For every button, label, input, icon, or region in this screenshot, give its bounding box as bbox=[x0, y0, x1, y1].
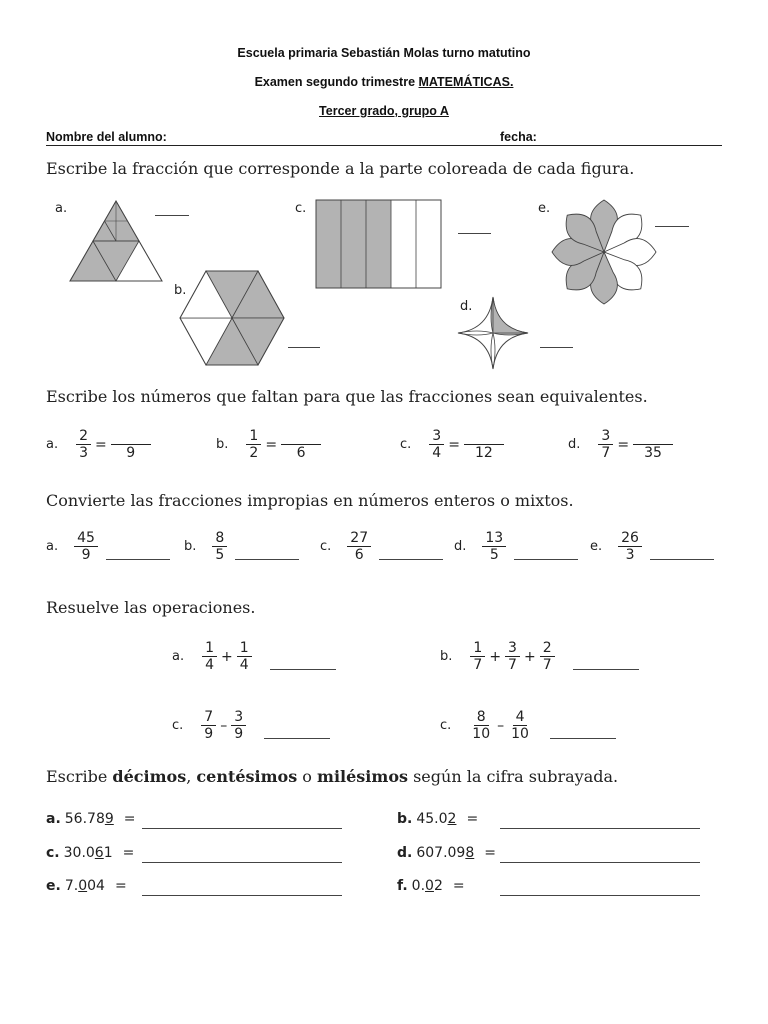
equiv-item-a bbox=[46, 428, 151, 461]
keyword-centesimos: centésimos bbox=[196, 767, 298, 786]
decimal-answer-blank-a[interactable] bbox=[142, 828, 342, 829]
underlined-digit: 9 bbox=[104, 811, 114, 827]
decimal-item-label: b. bbox=[397, 811, 413, 827]
fraction bbox=[598, 428, 613, 461]
equals-sign: = bbox=[95, 436, 107, 453]
denominator: 5 bbox=[215, 547, 225, 563]
operation-item-a bbox=[172, 640, 336, 673]
numerator: 3 bbox=[231, 709, 246, 726]
decimal-item-label: d. bbox=[397, 845, 413, 861]
operation-item-d bbox=[440, 709, 616, 742]
equals-sign: = bbox=[123, 811, 136, 827]
figure-e-label: e. bbox=[538, 201, 551, 216]
numerator: 27 bbox=[347, 530, 371, 547]
equiv-item-label: c. bbox=[400, 437, 412, 452]
fraction bbox=[540, 640, 555, 673]
decimal-number: 0.02 bbox=[411, 878, 443, 894]
decimal-item-b bbox=[397, 811, 478, 827]
denominator: 3 bbox=[79, 445, 89, 461]
numerator: 3 bbox=[598, 428, 613, 445]
missing-numerator[interactable] bbox=[633, 428, 673, 445]
section5-instruction bbox=[46, 767, 618, 786]
figure-a-label: a. bbox=[55, 201, 68, 216]
instruction-text: Escribe bbox=[46, 767, 113, 786]
decimal-item-label: c. bbox=[46, 845, 60, 861]
operator: – bbox=[220, 717, 228, 734]
decimal-answer-blank-d[interactable] bbox=[500, 862, 700, 863]
numerator: 3 bbox=[505, 640, 520, 657]
denominator: 12 bbox=[475, 445, 493, 461]
numerator: 2 bbox=[540, 640, 555, 657]
figure-c-label: c. bbox=[295, 201, 307, 216]
fraction bbox=[469, 709, 493, 742]
numerator: 1 bbox=[237, 640, 252, 657]
improper-item-label: a. bbox=[46, 539, 59, 554]
student-name-label: Nombre del alumno: bbox=[46, 130, 167, 144]
figure-b-label: b. bbox=[174, 283, 187, 298]
answer-blank[interactable] bbox=[550, 738, 616, 739]
decimal-number: 45.02 bbox=[416, 811, 457, 827]
improper-item-d bbox=[454, 530, 578, 563]
denominator: 4 bbox=[432, 445, 442, 461]
denominator: 7 bbox=[508, 657, 517, 673]
figure-b-hexagon bbox=[180, 270, 284, 366]
equals-sign: = bbox=[114, 878, 127, 894]
fraction bbox=[470, 640, 485, 673]
denominator: 10 bbox=[472, 726, 491, 742]
instruction-text: o bbox=[297, 767, 318, 786]
decimal-item-a bbox=[46, 811, 136, 827]
fraction bbox=[246, 428, 261, 461]
improper-item-a bbox=[46, 530, 170, 563]
numerator: 3 bbox=[429, 428, 444, 445]
figure-c-rectangle bbox=[316, 200, 441, 288]
decimal-item-e bbox=[46, 878, 127, 894]
denominator: 9 bbox=[126, 445, 136, 461]
operation-item-b bbox=[440, 640, 639, 673]
instruction-text: según la cifra subrayada. bbox=[408, 767, 619, 786]
equiv-item-d bbox=[568, 428, 673, 461]
numerator: 13 bbox=[482, 530, 506, 547]
section2-instruction: Escribe los números que faltan para que las fracciones sean equivalentes. bbox=[46, 387, 648, 406]
section1-instruction: Escribe la fracción que corresponde a la parte coloreada de cada figura. bbox=[46, 159, 635, 178]
numerator: 8 bbox=[212, 530, 227, 547]
operation-item-label: c. bbox=[440, 718, 452, 733]
decimal-answer-blank-b[interactable] bbox=[500, 828, 700, 829]
numerator: 26 bbox=[618, 530, 642, 547]
answer-blank[interactable] bbox=[650, 559, 714, 560]
numerator: 8 bbox=[474, 709, 489, 726]
denominator: 4 bbox=[239, 657, 249, 673]
decimal-number: 30.061 bbox=[63, 845, 113, 861]
operation-item-c bbox=[172, 709, 330, 742]
fraction-blank[interactable] bbox=[281, 428, 321, 461]
figure-a-answer-blank[interactable] bbox=[155, 215, 189, 216]
denominator: 9 bbox=[81, 547, 91, 563]
denominator: 7 bbox=[542, 657, 552, 673]
improper-item-c bbox=[320, 530, 443, 563]
underlined-digit: 2 bbox=[447, 811, 457, 827]
figure-b-answer-blank[interactable] bbox=[288, 347, 320, 348]
figure-e-answer-blank[interactable] bbox=[655, 226, 689, 227]
improper-item-label: e. bbox=[590, 539, 603, 554]
denominator: 10 bbox=[511, 726, 529, 742]
school-name: Escuela primaria Sebastián Molas turno matutino bbox=[237, 46, 531, 60]
denominator: 9 bbox=[234, 726, 244, 742]
answer-blank[interactable] bbox=[270, 669, 336, 670]
fraction-blank[interactable] bbox=[464, 428, 504, 461]
operator: – bbox=[497, 717, 505, 734]
missing-numerator[interactable] bbox=[281, 428, 321, 445]
numerator: 1 bbox=[246, 428, 261, 445]
operation-item-label: a. bbox=[172, 649, 185, 664]
fraction bbox=[482, 530, 506, 563]
fraction bbox=[212, 530, 227, 563]
fraction bbox=[237, 640, 252, 673]
operator: + bbox=[489, 648, 502, 665]
denominator: 3 bbox=[625, 547, 635, 563]
numerator: 1 bbox=[202, 640, 217, 657]
fraction bbox=[201, 709, 216, 742]
keyword-decimos: décimos bbox=[112, 767, 187, 786]
decimal-answer-blank-c[interactable] bbox=[142, 862, 342, 863]
exam-title bbox=[0, 75, 768, 89]
date-label: fecha: bbox=[500, 130, 537, 144]
missing-numerator[interactable] bbox=[111, 428, 151, 445]
improper-item-label: b. bbox=[184, 539, 197, 554]
underlined-digit: 0 bbox=[425, 878, 434, 894]
denominator: 35 bbox=[644, 445, 662, 461]
instruction-text: , bbox=[186, 767, 197, 786]
fraction bbox=[505, 640, 520, 673]
name-date-line[interactable] bbox=[46, 145, 722, 146]
fraction-blank[interactable] bbox=[111, 428, 151, 461]
figure-d-answer-blank[interactable] bbox=[540, 347, 573, 348]
equals-sign: = bbox=[484, 845, 496, 861]
figure-c-answer-blank[interactable] bbox=[458, 233, 491, 234]
decimal-item-f bbox=[397, 878, 465, 894]
answer-blank[interactable] bbox=[264, 738, 330, 739]
operation-item-label: c. bbox=[172, 718, 184, 733]
equiv-item-b bbox=[216, 428, 321, 461]
equals-sign: = bbox=[466, 811, 479, 827]
figure-a-triangle bbox=[70, 200, 162, 282]
numerator: 45 bbox=[74, 530, 98, 547]
decimal-answer-blank-e[interactable] bbox=[142, 895, 342, 896]
answer-blank[interactable] bbox=[514, 559, 578, 560]
equiv-item-c bbox=[400, 428, 504, 461]
improper-item-b bbox=[184, 530, 299, 563]
underlined-digit: 6 bbox=[94, 845, 104, 861]
missing-numerator[interactable] bbox=[464, 428, 504, 445]
equals-sign: = bbox=[452, 878, 465, 894]
denominator: 4 bbox=[205, 657, 215, 673]
decimal-number: 7.004 bbox=[64, 878, 105, 894]
grade-group bbox=[0, 104, 768, 118]
decimal-answer-blank-f[interactable] bbox=[500, 895, 700, 896]
numerator: 2 bbox=[76, 428, 91, 445]
decimal-item-label: f. bbox=[397, 878, 408, 894]
answer-blank[interactable] bbox=[106, 559, 170, 560]
equals-sign: = bbox=[122, 845, 135, 861]
exam-title-prefix: Examen segundo trimestre bbox=[254, 75, 419, 89]
denominator: 6 bbox=[354, 547, 364, 563]
fraction bbox=[74, 530, 98, 563]
denominator: 5 bbox=[489, 547, 499, 563]
equiv-item-label: a. bbox=[46, 437, 59, 452]
answer-blank[interactable] bbox=[235, 559, 299, 560]
fraction bbox=[231, 709, 246, 742]
keyword-milesimos: milésimos bbox=[317, 767, 408, 786]
numerator: 7 bbox=[201, 709, 216, 726]
denominator: 7 bbox=[473, 657, 483, 673]
decimal-item-label: e. bbox=[46, 878, 61, 894]
section4-instruction: Resuelve las operaciones. bbox=[46, 598, 256, 617]
fraction bbox=[508, 709, 532, 742]
improper-item-label: d. bbox=[454, 539, 467, 554]
answer-blank[interactable] bbox=[379, 559, 443, 560]
numerator: 4 bbox=[513, 709, 528, 726]
exam-subject: MATEMÁTICAS. bbox=[418, 75, 514, 89]
fraction bbox=[202, 640, 217, 673]
numerator: 1 bbox=[470, 640, 485, 657]
improper-item-e bbox=[590, 530, 714, 563]
decimal-number: 56.789 bbox=[64, 811, 114, 827]
figure-e-flower bbox=[550, 198, 658, 306]
equals-sign: = bbox=[617, 436, 630, 453]
equiv-item-label: d. bbox=[568, 437, 581, 452]
equals-sign: = bbox=[448, 436, 460, 453]
decimal-number: 607.098 bbox=[416, 845, 475, 861]
figure-d-label: d. bbox=[460, 299, 473, 314]
operation-item-label: b. bbox=[440, 649, 453, 664]
answer-blank[interactable] bbox=[573, 669, 639, 670]
operator: + bbox=[523, 648, 536, 665]
fraction bbox=[618, 530, 642, 563]
denominator: 6 bbox=[296, 445, 306, 461]
fraction bbox=[347, 530, 371, 563]
fraction bbox=[76, 428, 91, 461]
section3-instruction: Convierte las fracciones impropias en números enteros o mixtos. bbox=[46, 491, 574, 510]
figure-d-star bbox=[458, 296, 528, 370]
fraction bbox=[429, 428, 444, 461]
equiv-item-label: b. bbox=[216, 437, 229, 452]
decimal-item-c bbox=[46, 845, 134, 861]
fraction-blank[interactable] bbox=[633, 428, 673, 461]
operator: + bbox=[221, 648, 233, 665]
underlined-digit: 8 bbox=[465, 845, 475, 861]
denominator: 9 bbox=[204, 726, 214, 742]
improper-item-label: c. bbox=[320, 539, 332, 554]
denominator: 7 bbox=[601, 445, 611, 461]
denominator: 2 bbox=[249, 445, 259, 461]
decimal-item-d bbox=[397, 845, 496, 861]
underlined-digit: 0 bbox=[78, 878, 88, 894]
equals-sign: = bbox=[265, 436, 278, 453]
decimal-item-label: a. bbox=[46, 811, 61, 827]
grade-text: Tercer grado, grupo A bbox=[319, 104, 449, 118]
